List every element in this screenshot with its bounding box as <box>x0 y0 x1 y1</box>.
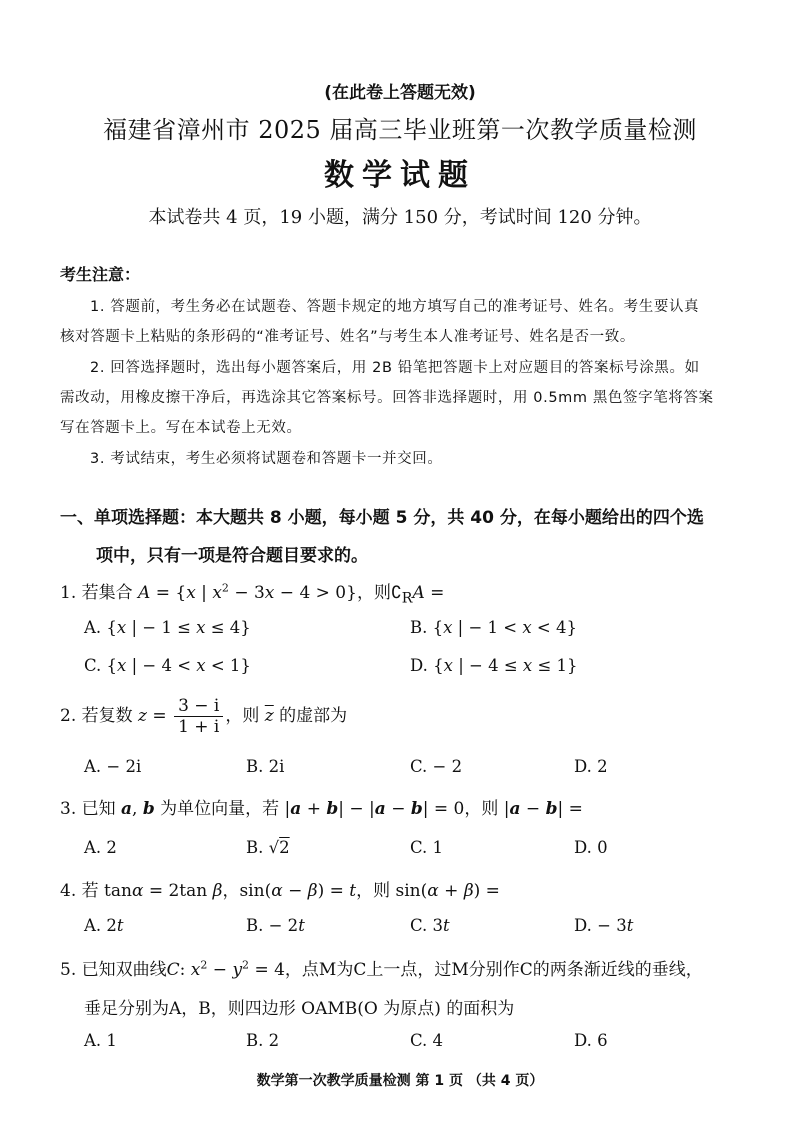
q4-option-a: A. 2t <box>84 916 124 935</box>
question-4: 4. 若 tanα = 2tan β，sin(α − β) = t，则 sin(α + β) = <box>60 881 500 901</box>
subject-title: 数学试题 <box>324 158 476 193</box>
question-5-line-2: 垂足分别为A，B，则四边形 OAMB(O 为原点) 的面积为 <box>84 999 515 1019</box>
q5-option-c: C. 4 <box>410 1031 444 1050</box>
top-note: (在此卷上答题无效) <box>324 83 476 103</box>
q5-option-b: B. 2 <box>246 1031 280 1050</box>
section-heading-line-1: 一、单项选择题：本大题共 8 小题，每小题 5 分，共 40 分，在每小题给出的四个选 <box>60 508 704 528</box>
q5-option-a: A. 1 <box>84 1031 117 1050</box>
q5-option-d: D. 6 <box>574 1031 608 1050</box>
notice-heading: 考生注意： <box>60 265 141 284</box>
q2-option-b: B. 2i <box>246 757 285 776</box>
q1-option-b: B. {x | − 1 < x < 4} <box>410 618 577 637</box>
q3-option-a: A. 2 <box>84 838 117 857</box>
q2-option-c: C. − 2 <box>410 757 463 776</box>
notice-item-2-line-3: 写在答题卡上。写在本试卷上无效。 <box>60 420 302 436</box>
question-5-part-1: 5. 已知双曲线 <box>60 960 167 980</box>
section-heading-line-2: 项中，只有一项是符合题目要求的。 <box>96 546 368 566</box>
q2-option-d: D. 2 <box>574 757 608 776</box>
question-5-line-1: 5. 已知双曲线C: $x^2 - y^2 = 4$，点M为C上一点，过M分别作C的两条渐近线的垂线， <box>60 958 703 980</box>
q1-option-d: D. {x | − 4 ≤ x ≤ 1} <box>410 656 578 675</box>
notice-item-2-line-2: 需改动，用橡皮擦干净后，再选涂其它答案标号。回答非选择题时，用 0.5mm 黑色签字笔将答案 <box>60 390 714 406</box>
question-5-part-2: ，点M为C上一点，过M分别作C的两条渐近线的垂线， <box>284 960 703 980</box>
q4-option-c: C. 3t <box>410 916 450 935</box>
q2-option-a: A. − 2i <box>84 757 142 776</box>
exam-description: 本试卷共 4 页，19 小题，满分 150 分，考试时间 120 分钟。 <box>148 207 652 228</box>
q3-option-b: B. √2 <box>246 838 290 857</box>
q1-option-a: A. {x | − 1 ≤ x ≤ 4} <box>84 618 251 637</box>
question-1: 1. 若集合 A = {x | $x^2 - 3x - 4 > 0$}，则$∁_RA$ = <box>60 581 445 607</box>
q4-option-d: D. − 3t <box>574 916 634 935</box>
exam-title: 福建省漳州市 2025 届高三毕业班第一次教学质量检测 <box>103 116 697 144</box>
notice-item-2-line-1: 2. 回答选择题时，选出每小题答案后，用 2B 铅笔把答题卡上对应题目的答案标号涂黑。如 <box>90 360 700 376</box>
page-footer: 数学第一次教学质量检测 第 1 页 （共 4 页） <box>256 1073 544 1089</box>
q3-option-d: D. 0 <box>574 838 608 857</box>
notice-item-1-line-1: 1. 答题前，考生务必在试题卷、答题卡规定的地方填写自己的准考证号、姓名。考生要认真 <box>90 299 700 315</box>
notice-item-1-line-2: 核对答题卡上粘贴的条形码的“准考证号、姓名”与考生本人准考证号、姓名是否一致。 <box>60 329 635 345</box>
q3-option-c: C. 1 <box>410 838 444 857</box>
q1-option-c: C. {x | − 4 < x < 1} <box>84 656 251 675</box>
question-3: 3. 已知 a, b 为单位向量，若 |a + b| − |a − b| = 0，则 |a − b| = <box>60 799 583 819</box>
notice-item-3: 3. 考试结束，考生必须将试题卷和答题卡一并交回。 <box>90 451 443 467</box>
question-2: 2. 若复数 z = $\frac{3 - i}{1 + i}$ ，则 $\overline{z}$ 的虚部为 <box>60 696 348 737</box>
q4-option-b: B. − 2t <box>246 916 305 935</box>
